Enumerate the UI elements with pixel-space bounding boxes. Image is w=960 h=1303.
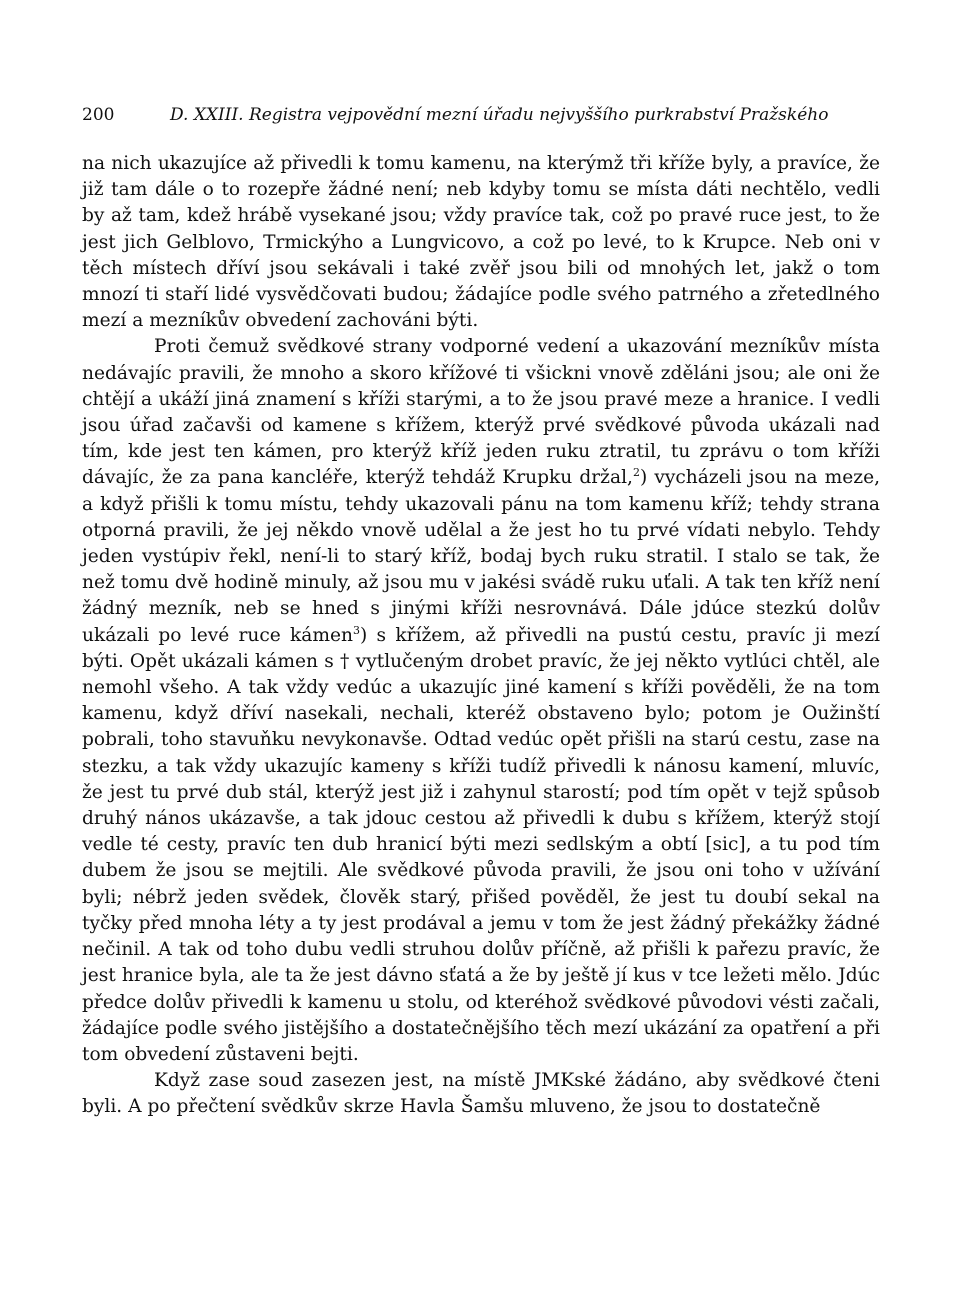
paragraph-court: Když zase soud zasezen jest, na místě JMKské žádáno, aby svědkové čteni byli. A po přečtení svědkův skrze Havla Šamšu mluveno, že jsou to dostatečně (82, 1070, 880, 1118)
paragraph-text-part-b: ) vycházeli jsou na meze, a když přišli k tomu místu, tehdy ukazovali pánu na tom kamenu kříž; tehdy strana otporná pravili, že jej někdo vnově udělal a že jest ho tu prvé vídati nebylo. Tehdy jeden vystúpiv řekl, není-li to starý kříž, bodaj bych ruku stratil. I stalo se tak, že než tomu dvě hodině minuly, až jsou mu v jakési svádě ruku uťali. A tak ten kříž není žádný mezník, neb se hned s jinými kříži nesrovnává. Dále jdúce stezkú dolův ukázali po levé ruce kámen (82, 467, 880, 646)
paragraph-witnesses (82, 334, 880, 1068)
running-title: D. XXIII. Registra vejpovědní mezní úřadu nejvyššího purkrabství Pražského (170, 105, 829, 125)
paragraph-continuation: na nich ukazujíce až přivedli k tomu kamenu, na kterýmž tři kříže byly, a pravíce, že již tam dále o to rozepře žádné není; neb kdyby tomu se místa dáti nechtělo, vedli by až tam, kdež hrábě vysekané jsou; vždy pravíce tak, což po pravé ruce jest, to že jest jich Gelblovo, Trmickýho a Lungvicovo, a což po levé, to k Krupce. Neb oni v těch místech dříví jsou sekávali i také zvěř jsou bili od mnohých let, jakž o tom mnozí ti staří lidé vysvědčovati budou; žádajíce podle svého patrného a zřetedlného mezí a mezníkův obvedení zachováni býti. (82, 153, 880, 332)
body-text (82, 151, 880, 1121)
page-number: 200 (82, 105, 115, 125)
footnote-mark-2: 2 (632, 466, 640, 480)
footnote-mark-3: 3 (353, 623, 361, 637)
paragraph-text-part-c: ) s křížem, až přivedli na pustú cestu, pravíc ji mezí býti. Opět ukázali kámen s † vytlučeným drobet pravíc, že jej někto vytlúci chtěl, ale nemohl všeho. A tak vždy vedúc a ukazujíc jiné kamení s kříži pověděli, že na tom kamenu, když dříví nasekali, nechali, kteréž obstaveno bylo; potom je Oužinští pobrali, toho stavuňku nevykonavše. Odtad vedúc opět přišli na starú cestu, zase na stezku, a tak vždy ukazujíc kameny s kříži tudíž přivedli k nánosu kamení, mluvíc, že jest tu prvé dub stál, kterýž jest již i zahynul starostí; pod tím opět v tejž spůsob druhý nános ukázavše, a tak jdouc cestou až přivedli k dubu s křížem, kterýž stojí vedle té cesty, pravíc ten dub hranicí býti mezi sedlským a obtí [sic], a tu pod tím dubem že jsou se mejtili. Ale svědkové původa pravili, že jsou oni toho v užívání byli; nébrž jeden svědek, člověk starý, přišed pověděl, že jest tu doubí sekal na tyčky před mnoha léty a ty jest prodával a jemu v tom že jest žádný překážky žádné nečinil. A tak od toho dubu vedli struhou dolův příčně, až přišli k pařezu pravíc, že jest hranice byla, ale ta že jest dávno sťatá a že by ještě jí kus v tce ležeti mělo. Jdúc předce dolův přivedli k kamenu u stolu, od kteréhož svědkové původovi vésti začali, žádajíce podle svého jistějšího a dostatečnějšího těch mezí ukázání za opatření a při tom obvedení zůstaveni bejti. (82, 624, 881, 1065)
page-header (82, 103, 882, 127)
paragraph-text-part-a: Proti čemuž svědkové strany vodporné vedení a ukazování mezníkův místa nedávajíc pravili, že mnoho a skoro křížové ti všickni vnově zděláni jsou; ale oni že chtějí a ukáží jiná znamení s kříži starými, a to že jsou pravé meze a hranice. I vedli jsou úřad začavši od kamene s křížem, kterýž prvé svědkové původa ukázali nad tím, kde jest ten kámen, pro kterýž kříž jeden ruku ztratil, tu zprávu o tom kříži dávajíc, že za pana kancléře, kterýž tehdáž Krupku držal, (82, 336, 880, 489)
